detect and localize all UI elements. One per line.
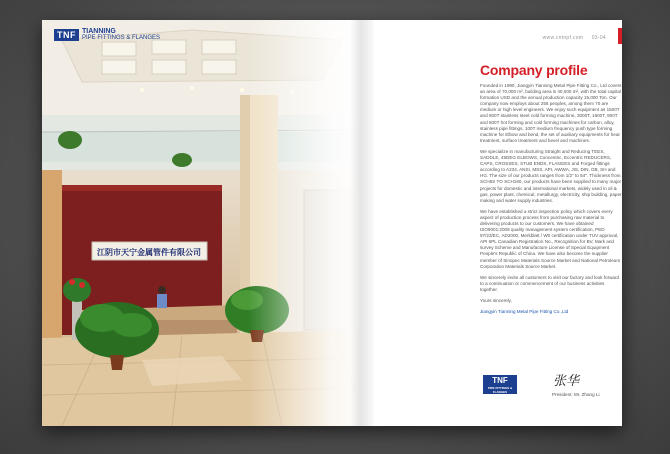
reception-sign: 江阴市天宁金属管件有限公司 <box>97 248 201 257</box>
footer-logo <box>483 375 517 394</box>
paragraph: We sincerely invite all customers to visit our factory and look forward to a continuation or commencement of our business activities together. <box>480 274 620 292</box>
logo-mark: TNF <box>54 29 79 41</box>
page-fade <box>248 20 360 426</box>
website-url: www.cntnpf.com <box>542 35 584 41</box>
page-number: 03-04 <box>591 35 606 41</box>
page-header <box>543 35 606 41</box>
brand-logo <box>54 28 160 42</box>
lobby-photo <box>42 20 360 426</box>
profile-page <box>360 20 622 426</box>
accent-tab <box>618 28 622 44</box>
paragraph: Founded in 1990, Jiangyin Tianning Metal Pipe Fitting Co., Ltd covers an area of 70,000 m², building area is 40,000 m², with the total capital formation USD and the annual production capacity 15,000 Ton. Our company now employs about 256 peoples, among them 70 are medium or high level engineers. We enjoy such equipment as 1500T and 800T stainless steel cold forming machine, 3000T, 1600T, 800T and 500T hot forming and cold forming machines for carbon, alloy, stainless pipe fittings, 100T medium frequency push type forming machine for Elbow and bend, the set of auxiliary equipments for heat treatment, surface treatment and bevel and machines. <box>480 83 622 143</box>
president-name: President: Mr. Zhang Li <box>552 392 600 397</box>
handwritten-signature: 张华 <box>553 374 580 389</box>
paragraph: We have established a strict inspection policy which covers every aspect of production process from purchasing raw material to delivering products to our customers. We have obtained ISO9001:2008 quality management system certification, PED 97/23/EC, AD2000, Merkblatt / W0 certification under TUV approval, API 6PL Canadian Registration No., Recognition for BV, Mark and survey Scheme and Manufacture License of Special Equipment People's Republic of China. We have also become the supplier member of Sinopec Materials Source Market and National Petroleum Corporation Materials Source Market. <box>480 208 621 269</box>
paragraph: Yours sincerely, <box>480 298 512 303</box>
paragraph: We specialize in manufacturing Straight and Reducing TEES, SADDLE, 45DEG ELBOWS, Concentric, Eccentric REDUCERS, CAPS, CROSSES, STUB ENDS, FLANGES and Forged fittings according to A234, ANSI, MSS, API, AWWA, JIS, DIN, GB, SH and HG. The size of our products ranges from 1/2" to 64". Thickness from SCH5S TO SCH160, our products have been supplied to many major projects for domestic and international markets, widely used in oil & gas, power plant, chemical, metallurgy, electricity, ship building, paper making and water supply industries. <box>480 148 622 203</box>
brand-tagline: PIPE FITTINGS & FLANGES <box>82 35 161 41</box>
page-title: Company profile <box>480 62 588 78</box>
brand-name: TIANNING <box>82 28 116 35</box>
brochure-spread <box>42 20 622 426</box>
footer-logo-mark: TNF <box>492 376 508 385</box>
profile-body <box>480 83 622 320</box>
company-signature: Jiangyin Tianning Metal Pipe Fitting Co.,Ltd <box>480 309 569 315</box>
footer-logo-tagline: PIPE FITTINGS & FLANGES <box>483 386 517 394</box>
logo-text <box>82 29 160 41</box>
